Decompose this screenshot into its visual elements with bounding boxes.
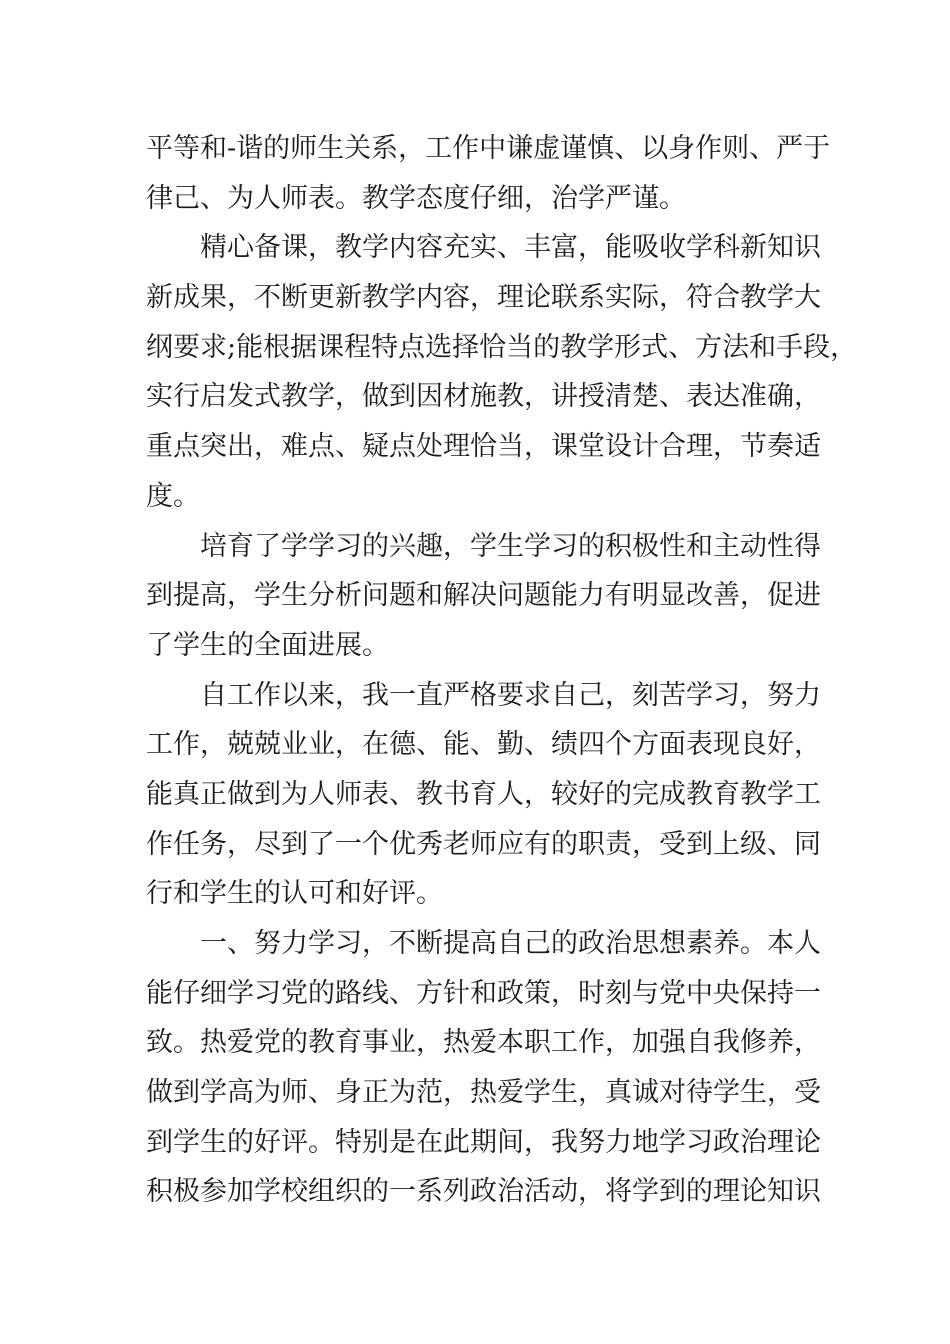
paragraph (146, 671, 826, 919)
text-line: 律己、为人师表。教学态度仔细，治学严谨。 (146, 182, 686, 214)
text-line: 致。热爱党的教育事业，热爱本职工作，加强自我修养， (146, 1027, 821, 1059)
text-line: 自工作以来，我一直严格要求自己，刻苦学习，努力 (200, 679, 821, 711)
text-line: 平等和-谐的师生关系，工作中谦虚谨慎、以身作则、严于 (146, 133, 831, 164)
text-line: 了学生的全面进展。 (146, 629, 389, 661)
text-line: 培育了学学习的兴趣，学生学习的积极性和主动性得 (200, 530, 821, 562)
text-line: 度。 (146, 480, 200, 512)
text-line: 行和学生的认可和好评。 (146, 878, 443, 910)
text-line: 工作，兢兢业业，在德、能、勤、绩四个方面表现良好， (146, 729, 821, 761)
paragraph (146, 919, 826, 1217)
text-line: 到提高，学生分析问题和解决问题能力有明显改善，促进 (146, 580, 821, 612)
text-line: 作任务，尽到了一个优秀老师应有的职责，受到上级、同 (146, 828, 821, 860)
text-line: 能仔细学习党的路线、方针和政策，时刻与党中央保持一 (146, 977, 821, 1009)
paragraph (146, 223, 858, 521)
document-body (146, 124, 858, 1217)
text-line: 到学生的好评。特别是在此期间，我努力地学习政治理论 (146, 1126, 821, 1158)
text-line: 做到学高为师、身正为范，热爱学生，真诚对待学生，受 (146, 1077, 821, 1109)
text-line: 一、努力学习，不断提高自己的政治思想素养。本人 (200, 928, 821, 959)
text-line: 重点突出，难点、疑点处理恰当，课堂设计合理，节奏适 (146, 431, 821, 463)
text-line: 实行启发式教学，做到因材施教，讲授清楚、表达准确， (146, 381, 821, 413)
paragraph (146, 124, 831, 223)
text-line: 纲要求;能根据课程特点选择恰当的教学形式、方法和手段， (146, 331, 858, 363)
text-line: 精心备课，教学内容充实、丰富，能吸收学科新知识 (200, 232, 821, 264)
text-line: 能真正做到为人师表、教书育人，较好的完成教育教学工 (146, 778, 821, 810)
paragraph (146, 522, 826, 671)
text-line: 积极参加学校组织的一系列政治活动，将学到的理论知识 (146, 1176, 821, 1208)
text-line: 新成果，不断更新教学内容，理论联系实际，符合教学大 (146, 282, 821, 314)
